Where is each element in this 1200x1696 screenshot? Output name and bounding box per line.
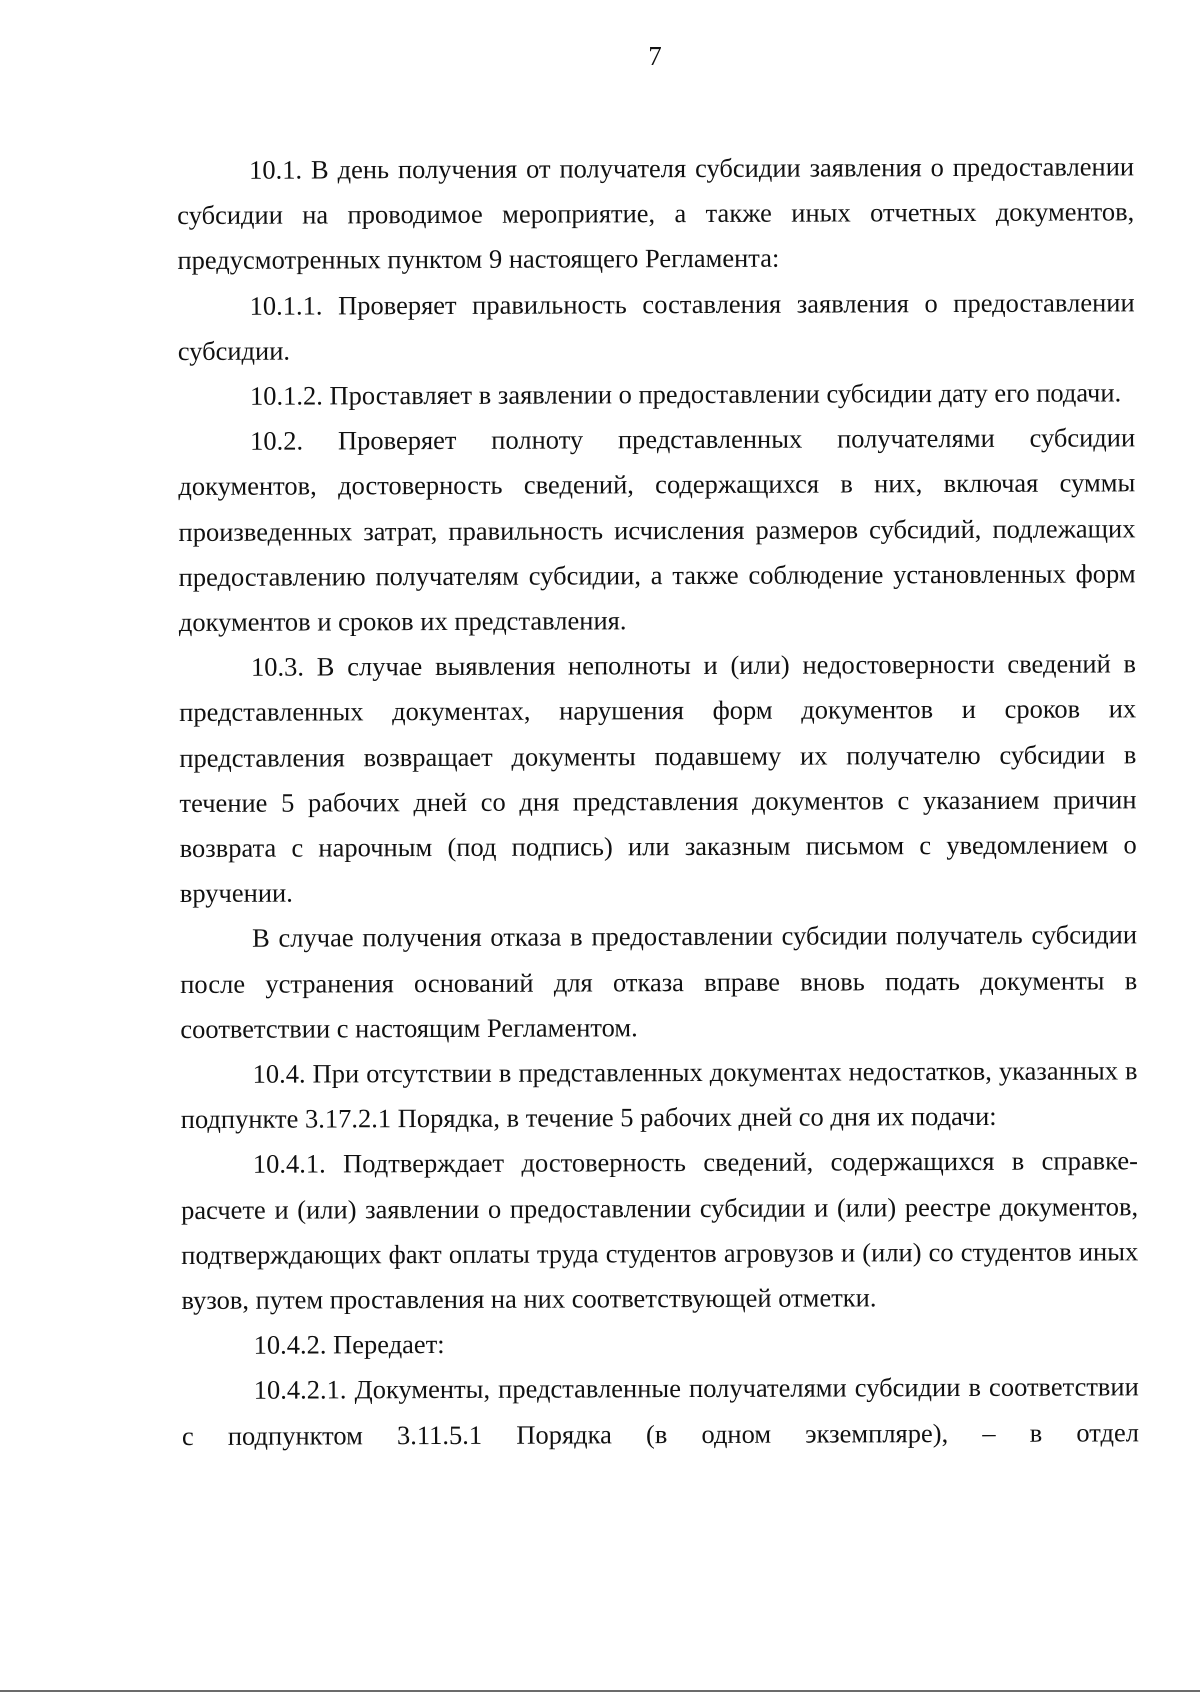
paragraph-10-4: 10.4. При отсутствии в представленных документах недостатков, указанных в подпункте 3.17.2.1 Порядка, в течение 5 рабочих дней со дня их подачи: bbox=[180, 1055, 1138, 1135]
paragraph-10-4-1: 10.4.1. Подтверждает достоверность сведений, содержащихся в справке-расчете и (или) заявлении о предоставлении субсидии и (или) реестре документов, подтверждающих факт оплаты труда студентов агровузов и (или) со студентов иных вузов, путем проставления на них соответствующей отметки. bbox=[181, 1145, 1139, 1316]
paragraph-10-1-2: 10.1.2. Проставляет в заявлении о предоставлении субсидии дату его подачи. bbox=[249, 377, 1122, 411]
paragraph-10-1-1: 10.1.1. Проверяет правильность составления заявления о предоставлении субсидии. bbox=[177, 286, 1135, 366]
page-number: 7 bbox=[648, 41, 662, 71]
paragraph-10-4-2: 10.4.2. Передает: bbox=[253, 1329, 445, 1360]
paragraph-10-3: 10.3. В случае выявления неполноты и (или) недостоверности сведений в представленных документах, нарушения форм документов и сроков их представления возвращает документы подавшему их получателю субсидии в течение 5 рабочих дней со дня представления документов с указанием причин возврата с нарочным (под подпись) или заказным письмом с уведомлением о вручении. bbox=[179, 648, 1137, 909]
paragraph-10-4-2-1: 10.4.2.1. Документы, представленные получателями субсидии в соответствии с подпунктом 3.11.5.1 Порядка (в одном экземпляре), – в отдел bbox=[181, 1371, 1139, 1451]
document-body bbox=[177, 144, 1139, 1459]
paragraph-10-2: 10.2. Проверяет полноту представленных получателями субсидии документов, достоверность сведений, содержащихся в них, включая суммы произведенных затрат, правильность исчисления размеров субсидий, подлежащих предоставлению получателям субсидии, а также соблюдение установленных форм документов и сроков их представления. bbox=[178, 422, 1136, 638]
paragraph-refusal: В случае получения отказа в предоставлении субсидии получатель субсидии после устранения оснований для отказа вправе вновь подать документы в соответствии с настоящим Регламентом. bbox=[180, 919, 1138, 1044]
paragraph-10-1: 10.1. В день получения от получателя субсидии заявления о предоставлении субсидии на проводимое мероприятие, а также иных отчетных документов, предусмотренных пунктом 9 настоящего Регламента: bbox=[177, 151, 1135, 276]
page-bottom-edge bbox=[0, 1690, 1200, 1692]
